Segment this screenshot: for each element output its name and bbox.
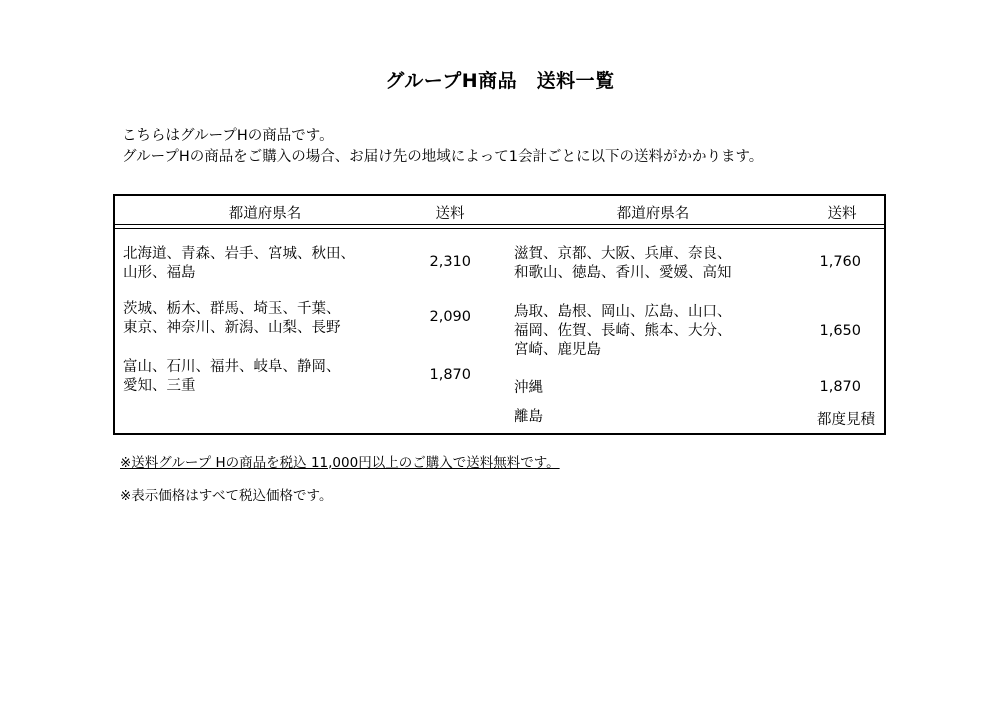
table-row-region: 滋賀、京都、大阪、兵庫、奈良、 和歌山、徳島、香川、愛媛、高知 (514, 246, 732, 281)
page-title: グループH商品 送料一覧 (385, 70, 615, 92)
table-row-region: 富山、石川、福井、岐阜、静岡、 愛知、三重 (123, 359, 341, 394)
table-row-region: 北海道、青森、岩手、宮城、秋田、 山形、福島 (123, 246, 355, 281)
table-row-region: 離島 (514, 409, 543, 425)
header-fee-left: 送料 (435, 206, 465, 222)
header-region-right: 都道府県名 (616, 206, 690, 222)
shipping-fee-table (113, 194, 886, 435)
table-row-region: 茨城、栃木、群馬、埼玉、千葉、 東京、神奈川、新潟、山梨、長野 (123, 301, 341, 336)
table-row-region: 沖縄 (514, 380, 543, 396)
intro-line-2: グループHの商品をご購入の場合、お届け先の地域によって1会計ごとに以下の送料がかかります。 (122, 149, 764, 165)
table-row-fee: 1,650 (819, 323, 861, 339)
table-row-fee: 2,310 (429, 254, 471, 270)
header-region-left: 都道府県名 (228, 206, 302, 222)
header-fee-right: 送料 (827, 206, 857, 222)
intro-line-1: こちらはグループHの商品です。 (122, 128, 334, 144)
table-row-fee: 1,870 (429, 367, 471, 383)
header-divider (115, 224, 884, 225)
tax-included-note: ※表示価格はすべて税込価格です。 (120, 488, 333, 504)
table-row-fee: 1,870 (819, 379, 861, 395)
free-shipping-note: ※送料グループ Hの商品を税込 11,000円以上のご購入で送料無料です。 (120, 455, 560, 471)
table-row-fee: 1,760 (819, 254, 861, 270)
table-row-region: 鳥取、島根、岡山、広島、山口、 福岡、佐賀、長崎、熊本、大分、 宮崎、鹿児島 (514, 304, 732, 358)
header-divider-double (115, 228, 884, 229)
table-row-fee: 都度見積 (817, 412, 875, 428)
table-row-fee: 2,090 (429, 309, 471, 325)
intro-text (122, 126, 763, 168)
